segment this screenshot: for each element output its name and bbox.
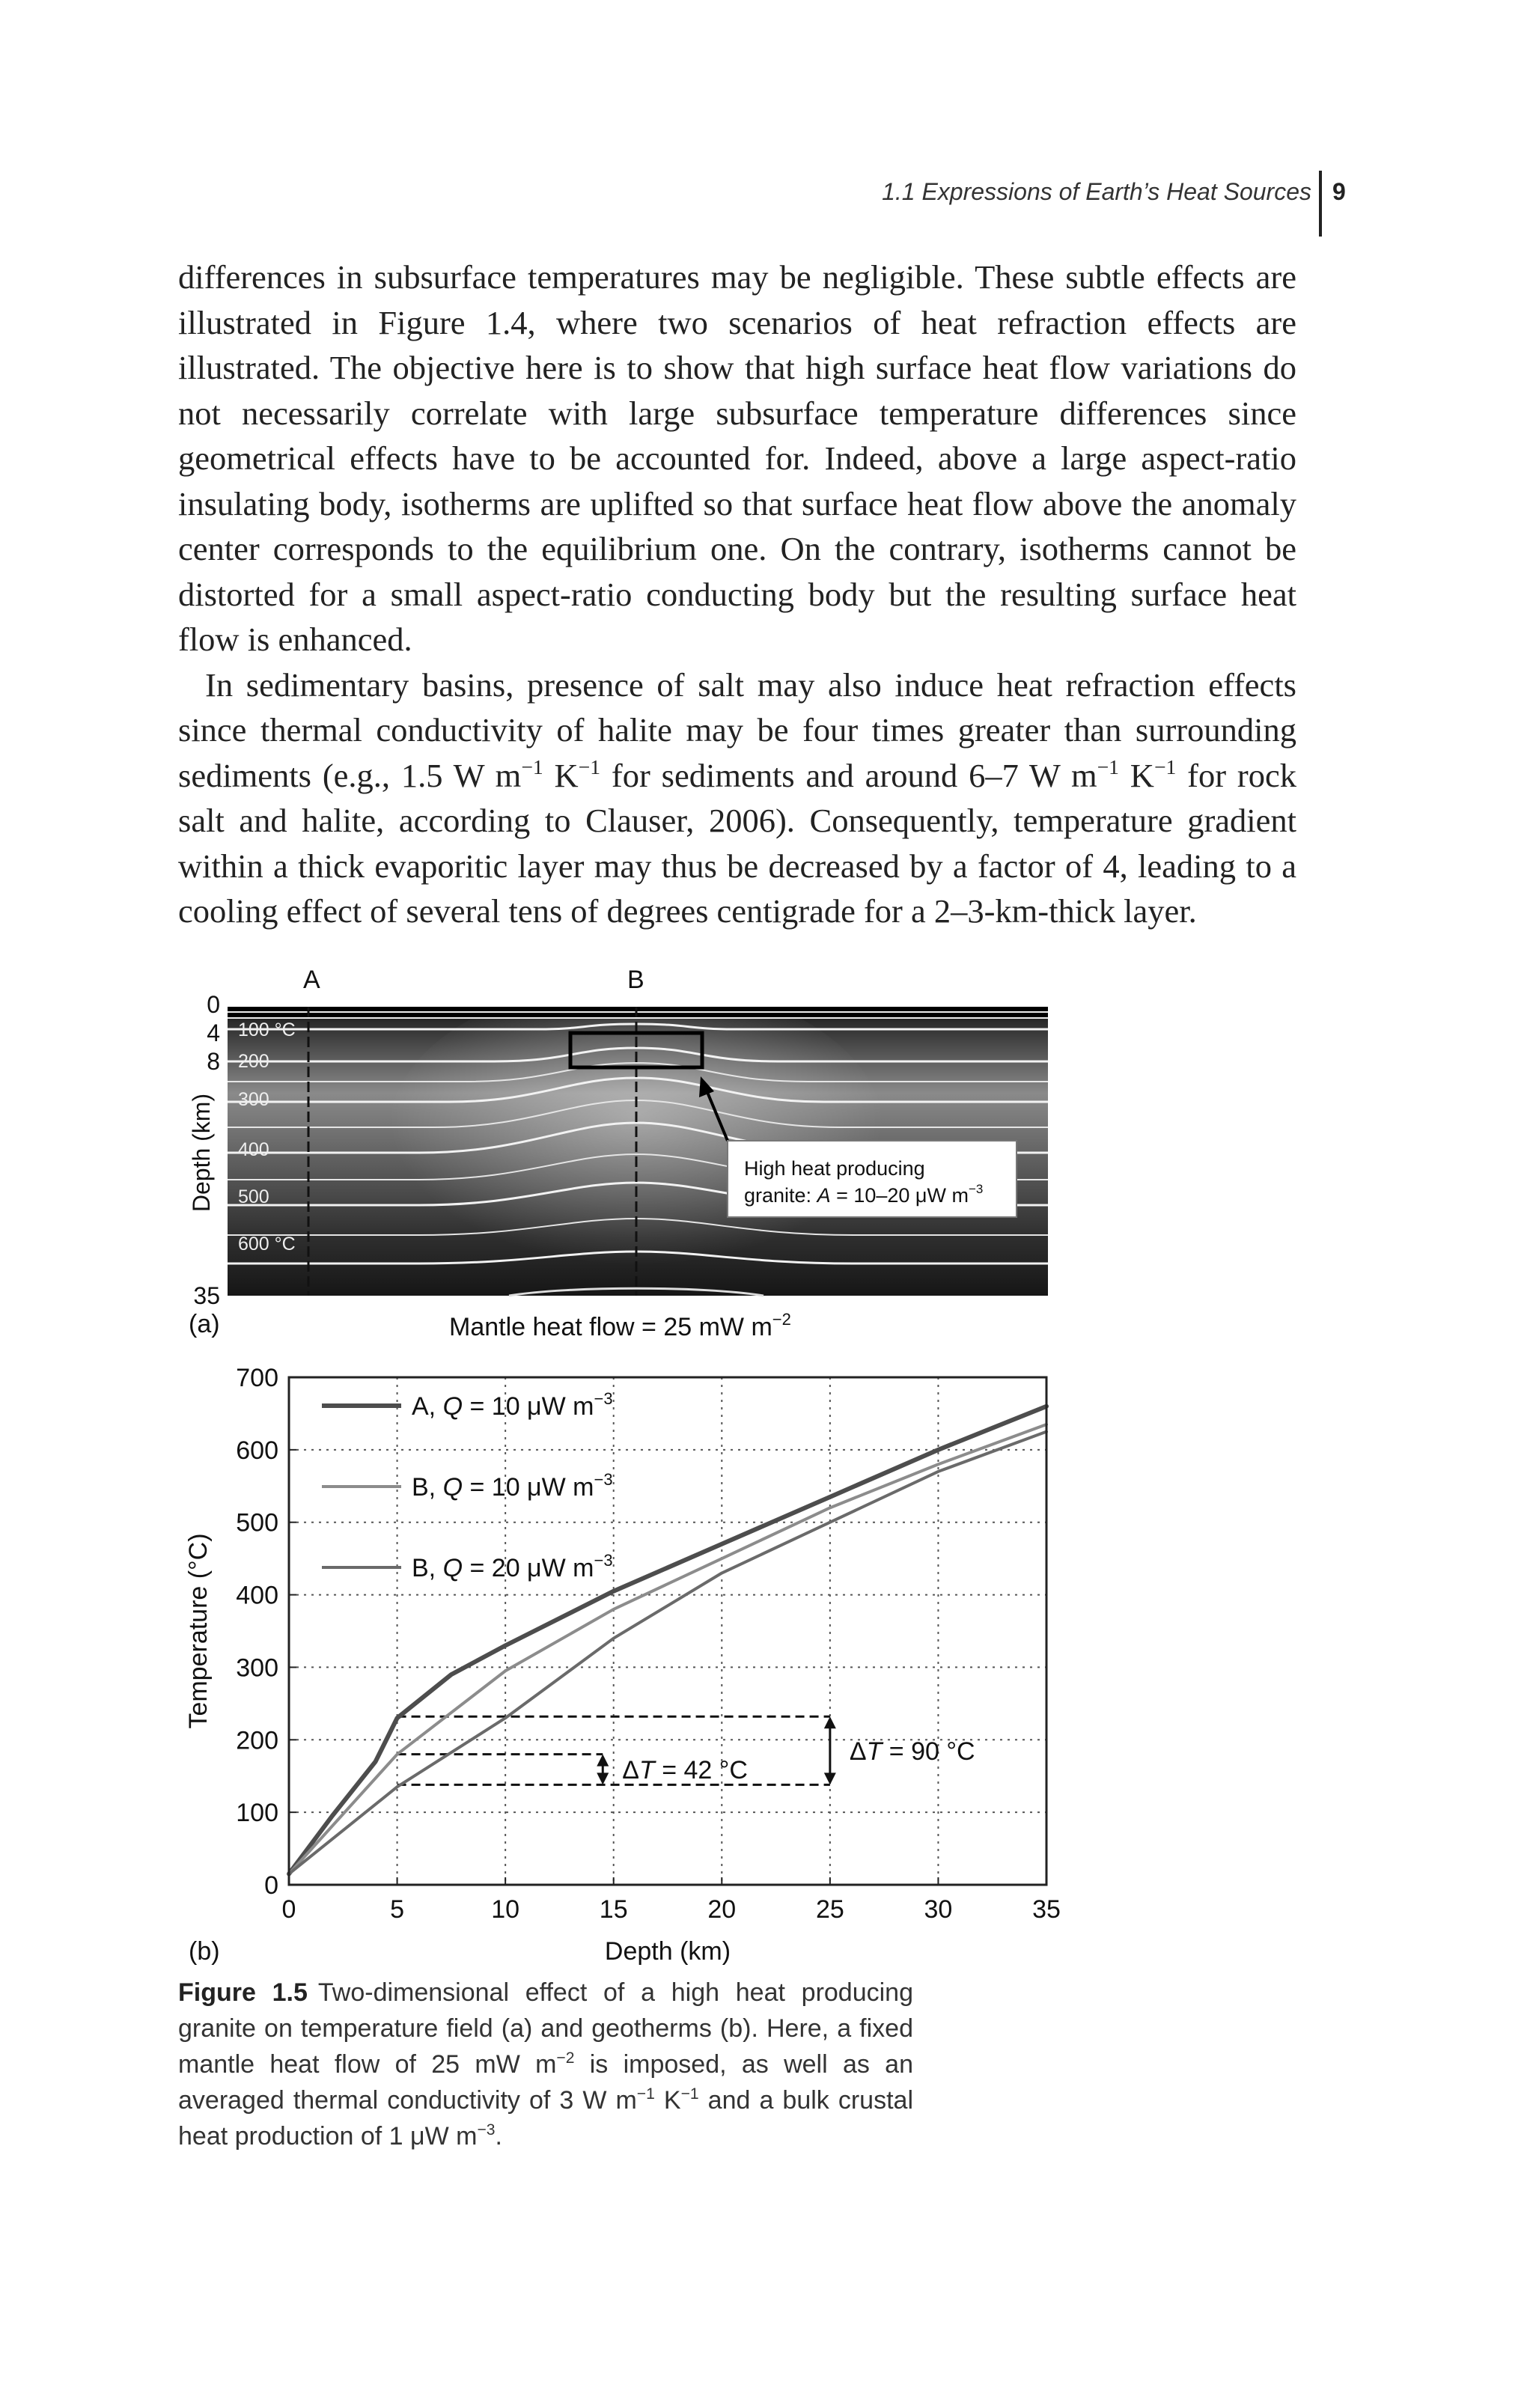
figure-caption xyxy=(178,1975,913,2154)
delta-t-arrowhead xyxy=(597,1755,609,1767)
paragraph-1: differences in subsurface temperatures may be negligible. These subtle effects are illustrated in Figure 1.4, where two scenarios of heat refraction effects are illustrated. The objective here is to show that high surface heat flow variations do not necessarily correlate with large subsurface temperature differences since geometrical effects have to be accounted for. Indeed, above a large aspect-ratio insulating body, isotherms are uplifted so that surface heat flow above the anomaly center corresponds to the equilibrium one. On the contrary, isotherms cannot be distorted for a small aspect-ratio conducting body but the resulting surface heat flow is enhanced. xyxy=(178,258,1296,658)
delta-t-label: ΔT = 42 °C xyxy=(622,1755,748,1784)
y-tick-label: 200 xyxy=(236,1726,278,1755)
depth-tick-35: 35 xyxy=(193,1282,220,1309)
x-tick-label: 5 xyxy=(390,1895,405,1924)
y-tick-label: 500 xyxy=(236,1508,278,1537)
profile-label-a: A xyxy=(303,966,320,994)
isotherm-label-600: 600 °C xyxy=(238,1234,296,1255)
x-tick-label: 15 xyxy=(599,1895,628,1924)
chart-series xyxy=(289,1406,1046,1874)
y-tick-label: 0 xyxy=(264,1871,278,1900)
y-tick-label: 600 xyxy=(236,1436,278,1465)
x-tick-label: 35 xyxy=(1032,1895,1061,1924)
depth-tick-8: 8 xyxy=(207,1048,220,1075)
legend-label-1: A, Q = 10 μW $m^{-3}$ xyxy=(412,1389,613,1421)
isotherm-label-200: 200 xyxy=(238,1051,269,1072)
panel-a-footer: Mantle heat flow = 25 mW $m^{-2}$ xyxy=(449,1310,791,1341)
annotation-line-1: High heat producing xyxy=(744,1157,925,1180)
x-tick-label: 20 xyxy=(707,1895,737,1924)
y-axis-label: Temperature (°C) xyxy=(184,1533,213,1729)
x-tick-label: 10 xyxy=(491,1895,520,1924)
y-tick-label: 400 xyxy=(236,1581,278,1610)
panel-b-chart xyxy=(184,1364,1061,1966)
delta-t-annotations xyxy=(597,1716,975,1784)
isotherm-label-100: 100 °C xyxy=(238,1019,296,1040)
depth-tick-4: 4 xyxy=(207,1019,220,1046)
series-line-3 xyxy=(289,1432,1046,1874)
delta-t-arrowhead xyxy=(824,1716,836,1728)
caption-text: Two-dimensional effect of a high heat producing granite on temperature field (a) and geotherms (b). Here, a fixed mantle heat flow of 25 mW $m^{-2}$ is imposed, as well as an averaged thermal conductivity of 3 W $m^{-1}$ $K^{-1}$ and a bulk crustal heat production of 1 μW $m^{-3}$. xyxy=(178,1978,913,2151)
series-line-2 xyxy=(289,1424,1046,1874)
delta-t-arrowhead xyxy=(824,1773,836,1784)
isotherm-label-400: 400 xyxy=(238,1139,269,1160)
annotation-line-2: granite: A = 10–20 μW $m^{-3}$ xyxy=(744,1182,984,1207)
legend-label-2: B, Q = 10 μW $m^{-3}$ xyxy=(412,1470,613,1502)
x-tick-label: 25 xyxy=(815,1895,844,1924)
panel-a xyxy=(188,966,1048,1341)
y-tick-label: 700 xyxy=(236,1364,278,1392)
caption-label: Figure 1.5 xyxy=(178,1978,308,2007)
panel-a-ylabel: Depth (km) xyxy=(188,1093,215,1213)
depth-tick-0: 0 xyxy=(207,991,220,1018)
delta-t-label: ΔT = 90 °C xyxy=(849,1737,975,1766)
section-title: 1.1 Expressions of Earth’s Heat Sources xyxy=(882,178,1311,205)
chart-ticks xyxy=(236,1364,1061,1924)
delta-t-arrowhead xyxy=(597,1773,609,1784)
isotherm-label-300: 300 xyxy=(238,1089,269,1110)
profile-label-b: B xyxy=(627,966,644,994)
legend-label-3: B, Q = 20 μW $m^{-3}$ xyxy=(412,1551,613,1582)
chart-legend xyxy=(322,1389,613,1582)
y-tick-label: 100 xyxy=(236,1799,278,1828)
panel-a-label: (a) xyxy=(189,1310,220,1338)
page-number: 9 xyxy=(1332,178,1346,205)
series-line-1 xyxy=(289,1406,1046,1874)
x-tick-label: 0 xyxy=(281,1895,296,1924)
paragraph-2: In sedimentary basins, presence of salt may also induce heat refraction effects since thermal conductivity of halite may be four times greater than surrounding sediments (e.g., 1.5 W $m^{-1}$ $K^{-1}$ for sediments and around 6–7 W $m^{-1}$ $K^{-1}$ for rock salt and halite, according to Clauser, 2006). Consequently, temperature gradient within a thick evaporitic layer may thus be decreased by a factor of 4, leading to a cooling effect of several tens of degrees centigrade for a 2–3-km-thick layer. xyxy=(178,665,1296,930)
x-axis-label: Depth (km) xyxy=(604,1937,731,1966)
x-tick-label: 30 xyxy=(924,1895,953,1924)
y-tick-label: 300 xyxy=(236,1653,278,1683)
isotherm-label-500: 500 xyxy=(238,1186,269,1207)
panel-b-label: (b) xyxy=(189,1937,220,1966)
